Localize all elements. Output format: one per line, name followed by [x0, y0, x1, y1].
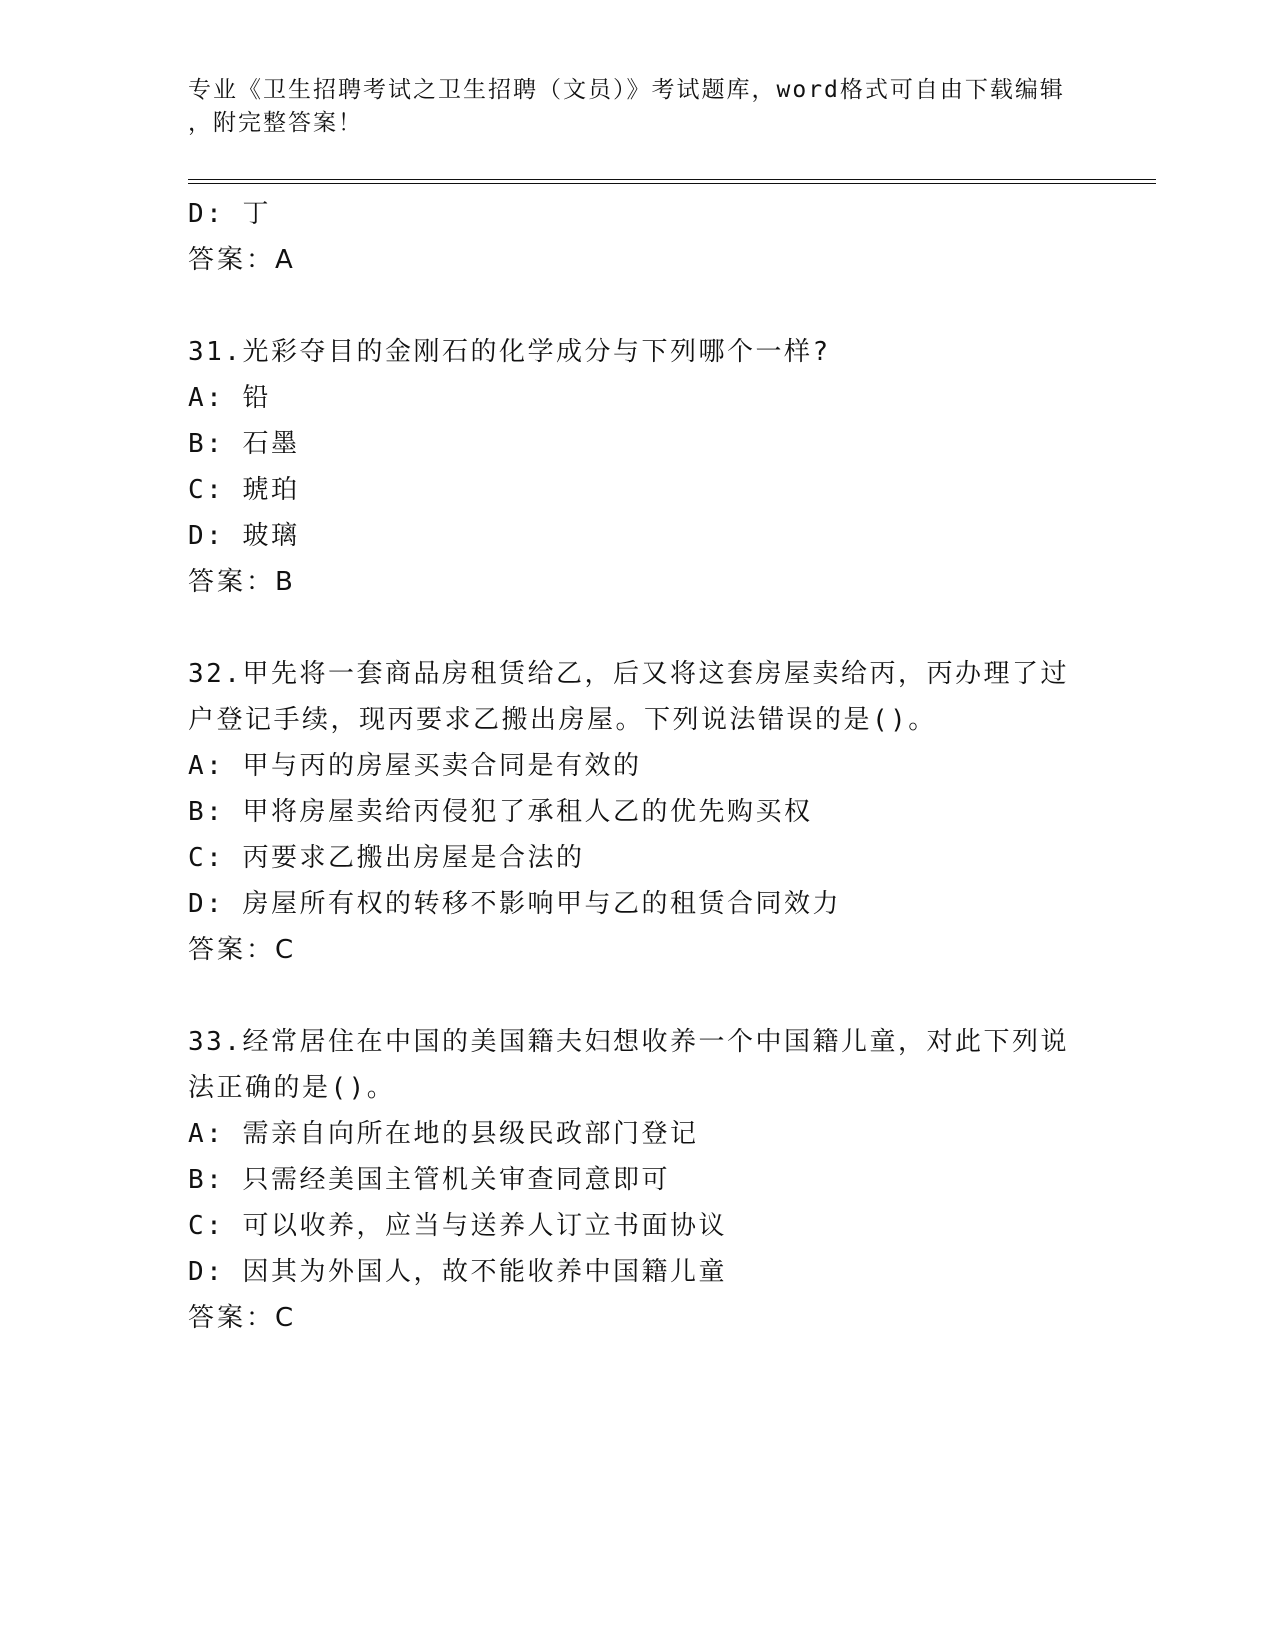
header-line-1: 专业《卫生招聘考试之卫生招聘（文员）》考试题库，word格式可自由下载编辑 — [188, 77, 1065, 103]
answer: 答案：B — [188, 567, 296, 597]
question-stem-line-1: 32.甲先将一套商品房租赁给乙，后又将这套房屋卖给丙，丙办理了过 — [188, 659, 1069, 689]
answer: 答案：C — [188, 1303, 297, 1333]
question-stem-line-2: 法正确的是()。 — [188, 1073, 396, 1103]
answer: 答案：C — [188, 935, 297, 965]
question-32 — [188, 651, 1088, 973]
document-header — [188, 74, 1088, 140]
option-d: D: 房屋所有权的转移不影响甲与乙的租赁合同效力 — [188, 889, 841, 919]
question-stem: 31.光彩夺目的金刚石的化学成分与下列哪个一样? — [188, 337, 831, 367]
prev-answer: 答案：A — [188, 245, 296, 275]
spacer — [188, 605, 1088, 651]
header-divider-bottom — [188, 183, 1156, 184]
option-c: C: 丙要求乙搬出房屋是合法的 — [188, 843, 585, 873]
header-line-2: ，附完整答案！ — [188, 110, 363, 136]
option-a: A: 需亲自向所在地的县级民政部门登记 — [188, 1119, 699, 1149]
question-31 — [188, 329, 1088, 605]
question-list — [188, 191, 1088, 1341]
question-stem-line-2: 户登记手续，现丙要求乙搬出房屋。下列说法错误的是()。 — [188, 705, 937, 735]
option-b: B: 只需经美国主管机关审查同意即可 — [188, 1165, 670, 1195]
option-b: B: 甲将房屋卖给丙侵犯了承租人乙的优先购买权 — [188, 797, 813, 827]
option-c: C: 可以收养，应当与送养人订立书面协议 — [188, 1211, 727, 1241]
option-a: A: 甲与丙的房屋买卖合同是有效的 — [188, 751, 642, 781]
option-c: C: 琥珀 — [188, 475, 300, 505]
option-b: B: 石墨 — [188, 429, 300, 459]
question-stem-line-1: 33.经常居住在中国的美国籍夫妇想收养一个中国籍儿童，对此下列说 — [188, 1027, 1069, 1057]
prev-option-d: D: 丁 — [188, 199, 271, 229]
question-33 — [188, 1019, 1088, 1341]
option-d: D: 因其为外国人，故不能收养中国籍儿童 — [188, 1257, 727, 1287]
option-a: A: 铅 — [188, 383, 271, 413]
option-d: D: 玻璃 — [188, 521, 300, 551]
header-divider-top — [188, 179, 1156, 180]
spacer — [188, 283, 1088, 329]
spacer — [188, 973, 1088, 1019]
